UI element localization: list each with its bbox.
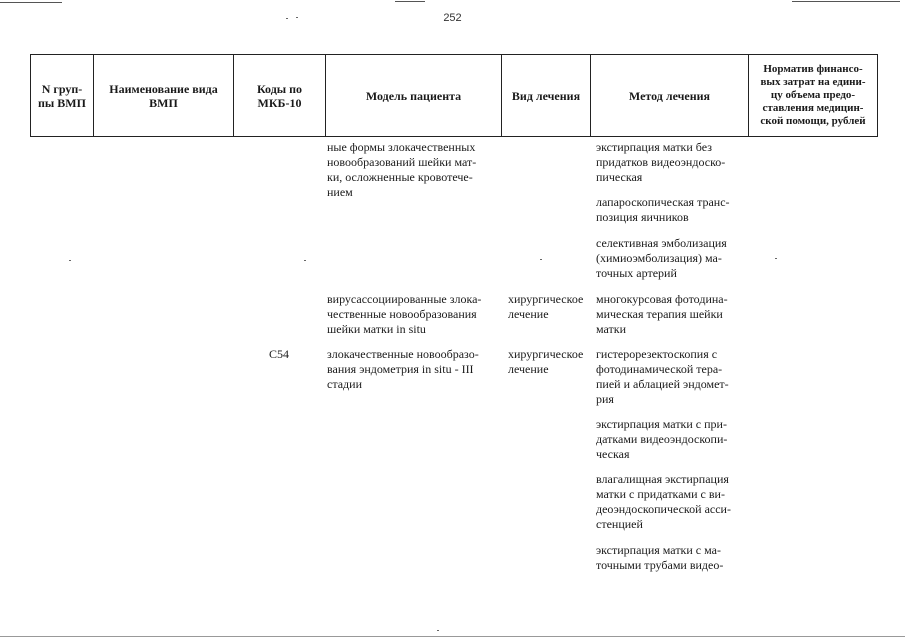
scan-speck	[540, 259, 542, 260]
treatment-method-text: экстирпация матки с ма- точными трубами видео-	[596, 543, 724, 572]
treatment-method-text: многокурсовая фотодина- мическая терапия шейки матки	[596, 292, 728, 336]
header-icd-codes: Коды по МКБ-10	[234, 55, 326, 137]
header-vmp-name: Наименование вида ВМП	[94, 55, 234, 137]
header-treatment-type: Вид лечения	[502, 55, 591, 137]
icd-code-text: C54	[269, 347, 290, 361]
scan-speck	[296, 17, 298, 18]
scan-speck	[304, 260, 306, 261]
scan-artifact-line	[0, 2, 62, 3]
treatment-type-text: хирургическое лечение	[508, 292, 584, 321]
scan-speck	[437, 630, 439, 631]
scan-artifact-line	[792, 1, 900, 2]
scan-artifact-line	[0, 636, 905, 637]
scan-speck	[775, 258, 777, 259]
treatment-method-text: экстирпация матки с при- датками видеоэндоскопи- ческая	[596, 417, 728, 461]
scan-artifact-line	[395, 1, 425, 2]
treatment-method-text: экстирпация матки без придатков видеоэндоско- пическая	[596, 140, 726, 184]
treatment-method-text: влагалищная экстирпация матки с придатками с ви- деоэндоскопической асси- стенцией	[596, 472, 731, 531]
treatment-type-text: хирургическое лечение	[508, 347, 584, 376]
header-cost-standard: Норматив финансо- вых затрат на едини- цу объема предо- ставления медицин- ской помощи, рублей	[749, 55, 878, 137]
treatment-method-text: лапароскопическая транс- позиция яичников	[596, 195, 730, 224]
patient-model-text: злокачественные новообразо- вания эндометрия in situ - III стадии	[327, 347, 479, 391]
header-patient-model: Модель пациента	[326, 55, 502, 137]
treatment-method-text: гистерорезектоскопия с фотодинамической тера- пией и аблацией эндомет- рия	[596, 347, 729, 406]
patient-model-text: ные формы злокачественных новообразований шейки мат- ки, осложненные кровотече- нием	[327, 140, 477, 199]
scan-speck	[69, 260, 71, 261]
treatment-method-text: селективная эмболизация (химиоэмболизация) ма- точных артерий	[596, 236, 727, 280]
patient-model-text: вирусассоциированные злока- чественные новообразования шейки матки in situ	[327, 292, 482, 336]
page-number: 252	[443, 12, 462, 24]
header-group-number: N груп- пы ВМП	[31, 55, 94, 137]
header-treatment-method: Метод лечения	[591, 55, 749, 137]
scan-speck	[286, 18, 288, 19]
table-header	[30, 54, 878, 137]
